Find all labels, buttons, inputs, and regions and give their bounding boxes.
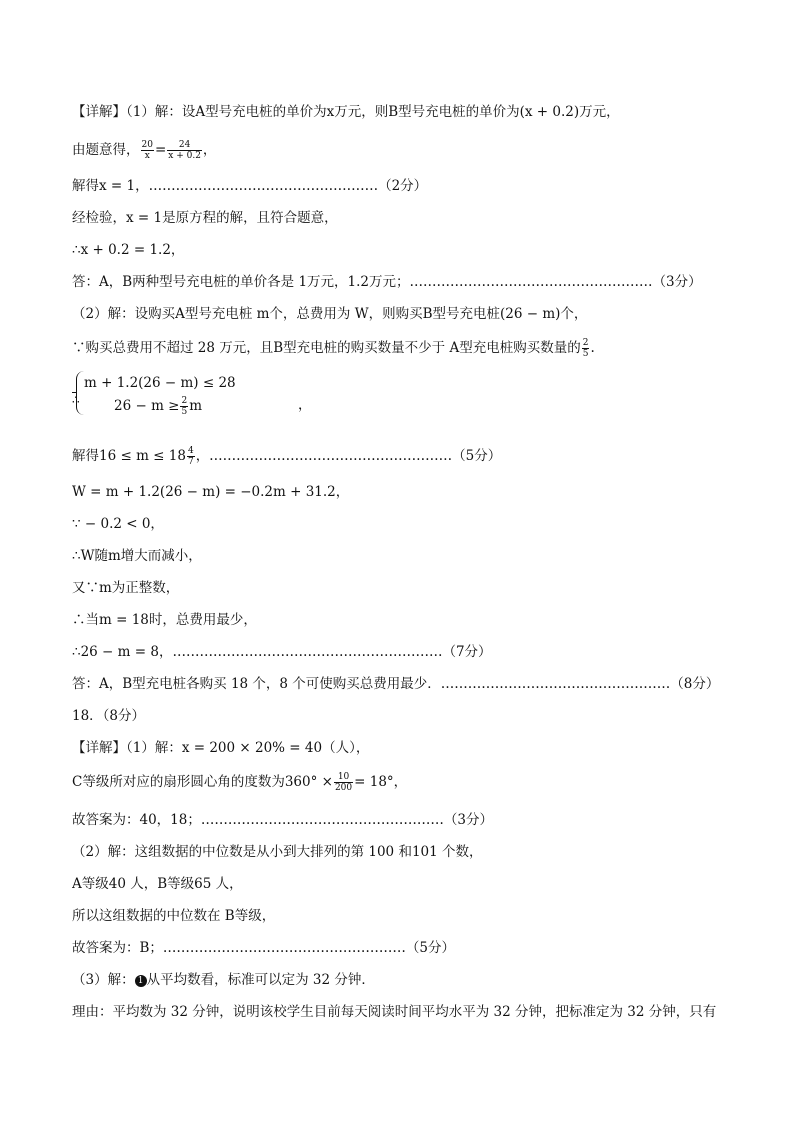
fraction-numerator: 4 <box>187 446 194 456</box>
text: m <box>189 398 203 414</box>
line-solution-x: 解得x = 1，……………………………………………（2分） <box>72 178 428 194</box>
inequality-2 <box>114 396 202 417</box>
line-sector-angle <box>72 772 732 793</box>
line-b-price: ∴x + 0.2 = 1.2， <box>72 242 185 258</box>
text: ∵购买总费用不超过 28 万元，且B型充电桩的购买数量不少于 A型充电桩购买数量的 <box>72 340 581 356</box>
comma: ， <box>298 397 312 413</box>
text: 解得16 ≤ m ≤ 18 <box>72 448 186 464</box>
text: 26 − m ≥ <box>114 398 180 414</box>
text: 从平均数看，标准可以定为 32 分钟． <box>146 972 375 988</box>
text: . <box>590 340 595 356</box>
line-answer-2: 答：A，B型充电桩各购买 18 个，8 个可使购买总费用最少．……………………………………………（8分） <box>72 676 720 692</box>
fraction-denominator: x <box>144 151 150 161</box>
line-slope: ∵ − 0.2 < 0， <box>72 516 164 532</box>
line-detail-18: 【详解】（1）解：x = 200 × 20% = 40（人）， <box>72 740 370 756</box>
fraction-numerator: 10 <box>334 772 353 783</box>
question-number-18: 18．（8分） <box>72 708 146 724</box>
line-detail-1: 【详解】（1）解：设A型号充电桩的单价为x万元，则B型号充电桩的单价为(x + 0.2)万元， <box>72 104 620 120</box>
line-decreasing: ∴W随m增大而减小， <box>72 548 202 564</box>
text: ，………………………………………………（5分） <box>195 448 502 464</box>
fraction-denominator: 200 <box>334 783 353 793</box>
text: 由题意得， <box>72 142 140 158</box>
line-part-2: （2）解：设购买A型号充电桩 m个，总费用为 W，则购买B型号充电桩(26 − m)个， <box>72 306 588 322</box>
line-answer-1: 答：A，B两种型号充电桩的单价各是 1万元，1.2万元；………………………………………………（3分） <box>72 274 702 290</box>
fraction-numerator: 24 <box>167 140 202 151</box>
fraction <box>167 140 202 161</box>
fraction <box>187 446 195 467</box>
line-answer-18-1: 故答案为：40，18；………………………………………………（3分） <box>72 812 493 828</box>
fraction-numerator: 20 <box>141 140 153 150</box>
line-check: 经检验，x = 1是原方程的解，且符合题意， <box>72 210 338 226</box>
fraction <box>582 338 590 359</box>
line-answer-18-2: 故答案为：B；………………………………………………（5分） <box>72 940 456 956</box>
fraction-denominator: 5 <box>181 407 188 417</box>
circled-number-icon: 1 <box>135 975 147 987</box>
text: （3）解： <box>72 972 135 988</box>
equals-sign: = <box>154 142 167 158</box>
fraction <box>141 140 154 161</box>
line-b-count: ∴26 − m = 8，……………………………………………………（7分） <box>72 644 492 660</box>
therefore-symbol: ∴ <box>72 393 80 407</box>
fraction-denominator: 5 <box>582 349 589 359</box>
line-equation-setup <box>72 140 732 161</box>
line-w-function: W = m + 1.2(26 − m) = −0.2m + 31.2， <box>72 484 350 500</box>
inequality-system <box>72 371 372 419</box>
line-median-position: （2）解：这组数据的中位数是从小到大排列的第 100 和101 个数， <box>72 844 483 860</box>
text: = 18°， <box>354 774 408 790</box>
fraction-numerator: 2 <box>582 338 589 348</box>
line-integer: 又∵m为正整数， <box>72 580 180 596</box>
inequality-1: m + 1.2(26 − m) ≤ 28 <box>84 375 236 391</box>
line-minimum: ∴当m = 18时，总费用最少， <box>72 612 257 628</box>
line-solution-range <box>72 446 732 467</box>
fraction-denominator: x + 0.2 <box>168 151 201 161</box>
fraction <box>180 396 188 417</box>
line-reason: 理由：平均数为 32 分钟，说明该校学生目前每天阅读时间平均水平为 32 分钟，把标准定为 32 分钟，只有 <box>72 1004 717 1020</box>
text: ， <box>202 142 217 158</box>
brace-tip-icon <box>72 392 77 393</box>
line-grade-counts: A等级40 人，B等级65 人， <box>72 876 243 892</box>
line-condition <box>72 338 732 359</box>
fraction-denominator: 7 <box>187 457 194 467</box>
line-median-grade: 所以这组数据的中位数在 B等级， <box>72 908 276 924</box>
fraction <box>334 772 353 793</box>
text: C等级所对应的扇形圆心角的度数为360° × <box>72 774 333 790</box>
line-part-3 <box>72 970 732 990</box>
fraction-numerator: 2 <box>181 396 188 406</box>
